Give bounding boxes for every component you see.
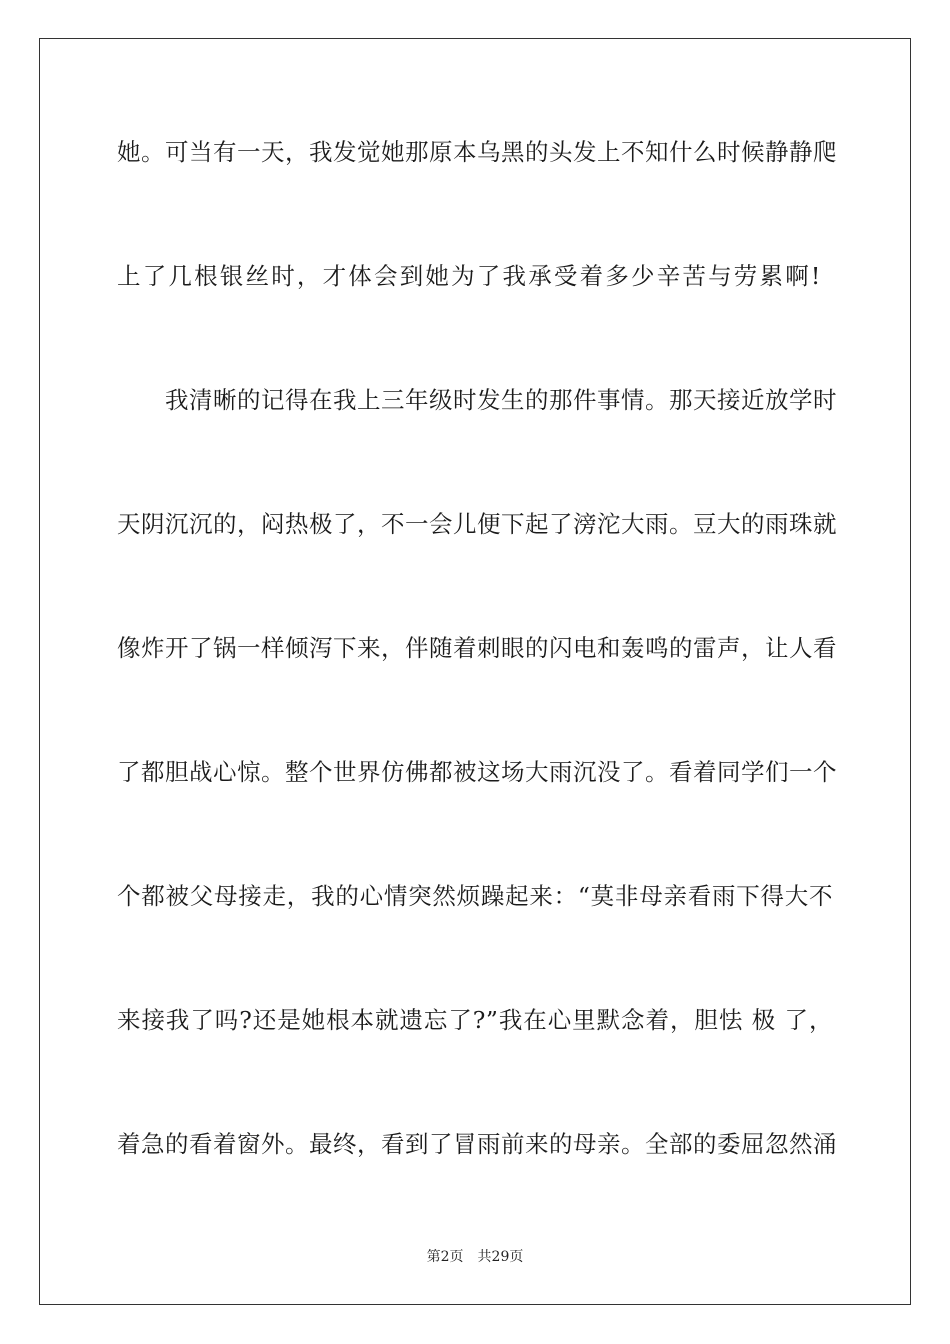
paragraph-line-6: 了都胆战心惊。整个世界仿佛都被这场大雨沉没了。看着同学们一个 — [117, 758, 837, 786]
paragraph-line-9: 着急的看着窗外。最终，看到了冒雨前来的母亲。全部的委屈忽然涌 — [117, 1130, 837, 1158]
paragraph-line-3: 我清晰的记得在我上三年级时发生的那件事情。那天接近放学时 — [165, 386, 837, 414]
total-page-count: 共29页 — [477, 1249, 524, 1265]
page-footer — [0, 1247, 950, 1267]
paragraph-line-8: 来接我了吗?还是她根本就遗忘了?”我在心里默念着，胆怯 极 了， — [117, 1006, 833, 1034]
current-page-number: 第2页 — [426, 1249, 464, 1265]
paragraph-line-4: 天阴沉沉的，闷热极了，不一会儿便下起了滂沱大雨。豆大的雨珠就 — [117, 510, 837, 538]
paragraph-line-1: 她。可当有一天，我发觉她那原本乌黑的头发上不知什么时候静静爬 — [117, 138, 837, 166]
paragraph-line-2: 上了几根银丝时，才体会到她为了我承受着多少辛苦与劳累啊! — [117, 262, 823, 290]
paragraph-line-5: 像炸开了锅一样倾泻下来，伴随着刺眼的闪电和轰鸣的雷声，让人看 — [117, 634, 837, 662]
paragraph-line-7: 个都被父母接走，我的心情突然烦躁起来：“莫非母亲看雨下得大不 — [117, 882, 833, 910]
page-border — [39, 38, 911, 1305]
